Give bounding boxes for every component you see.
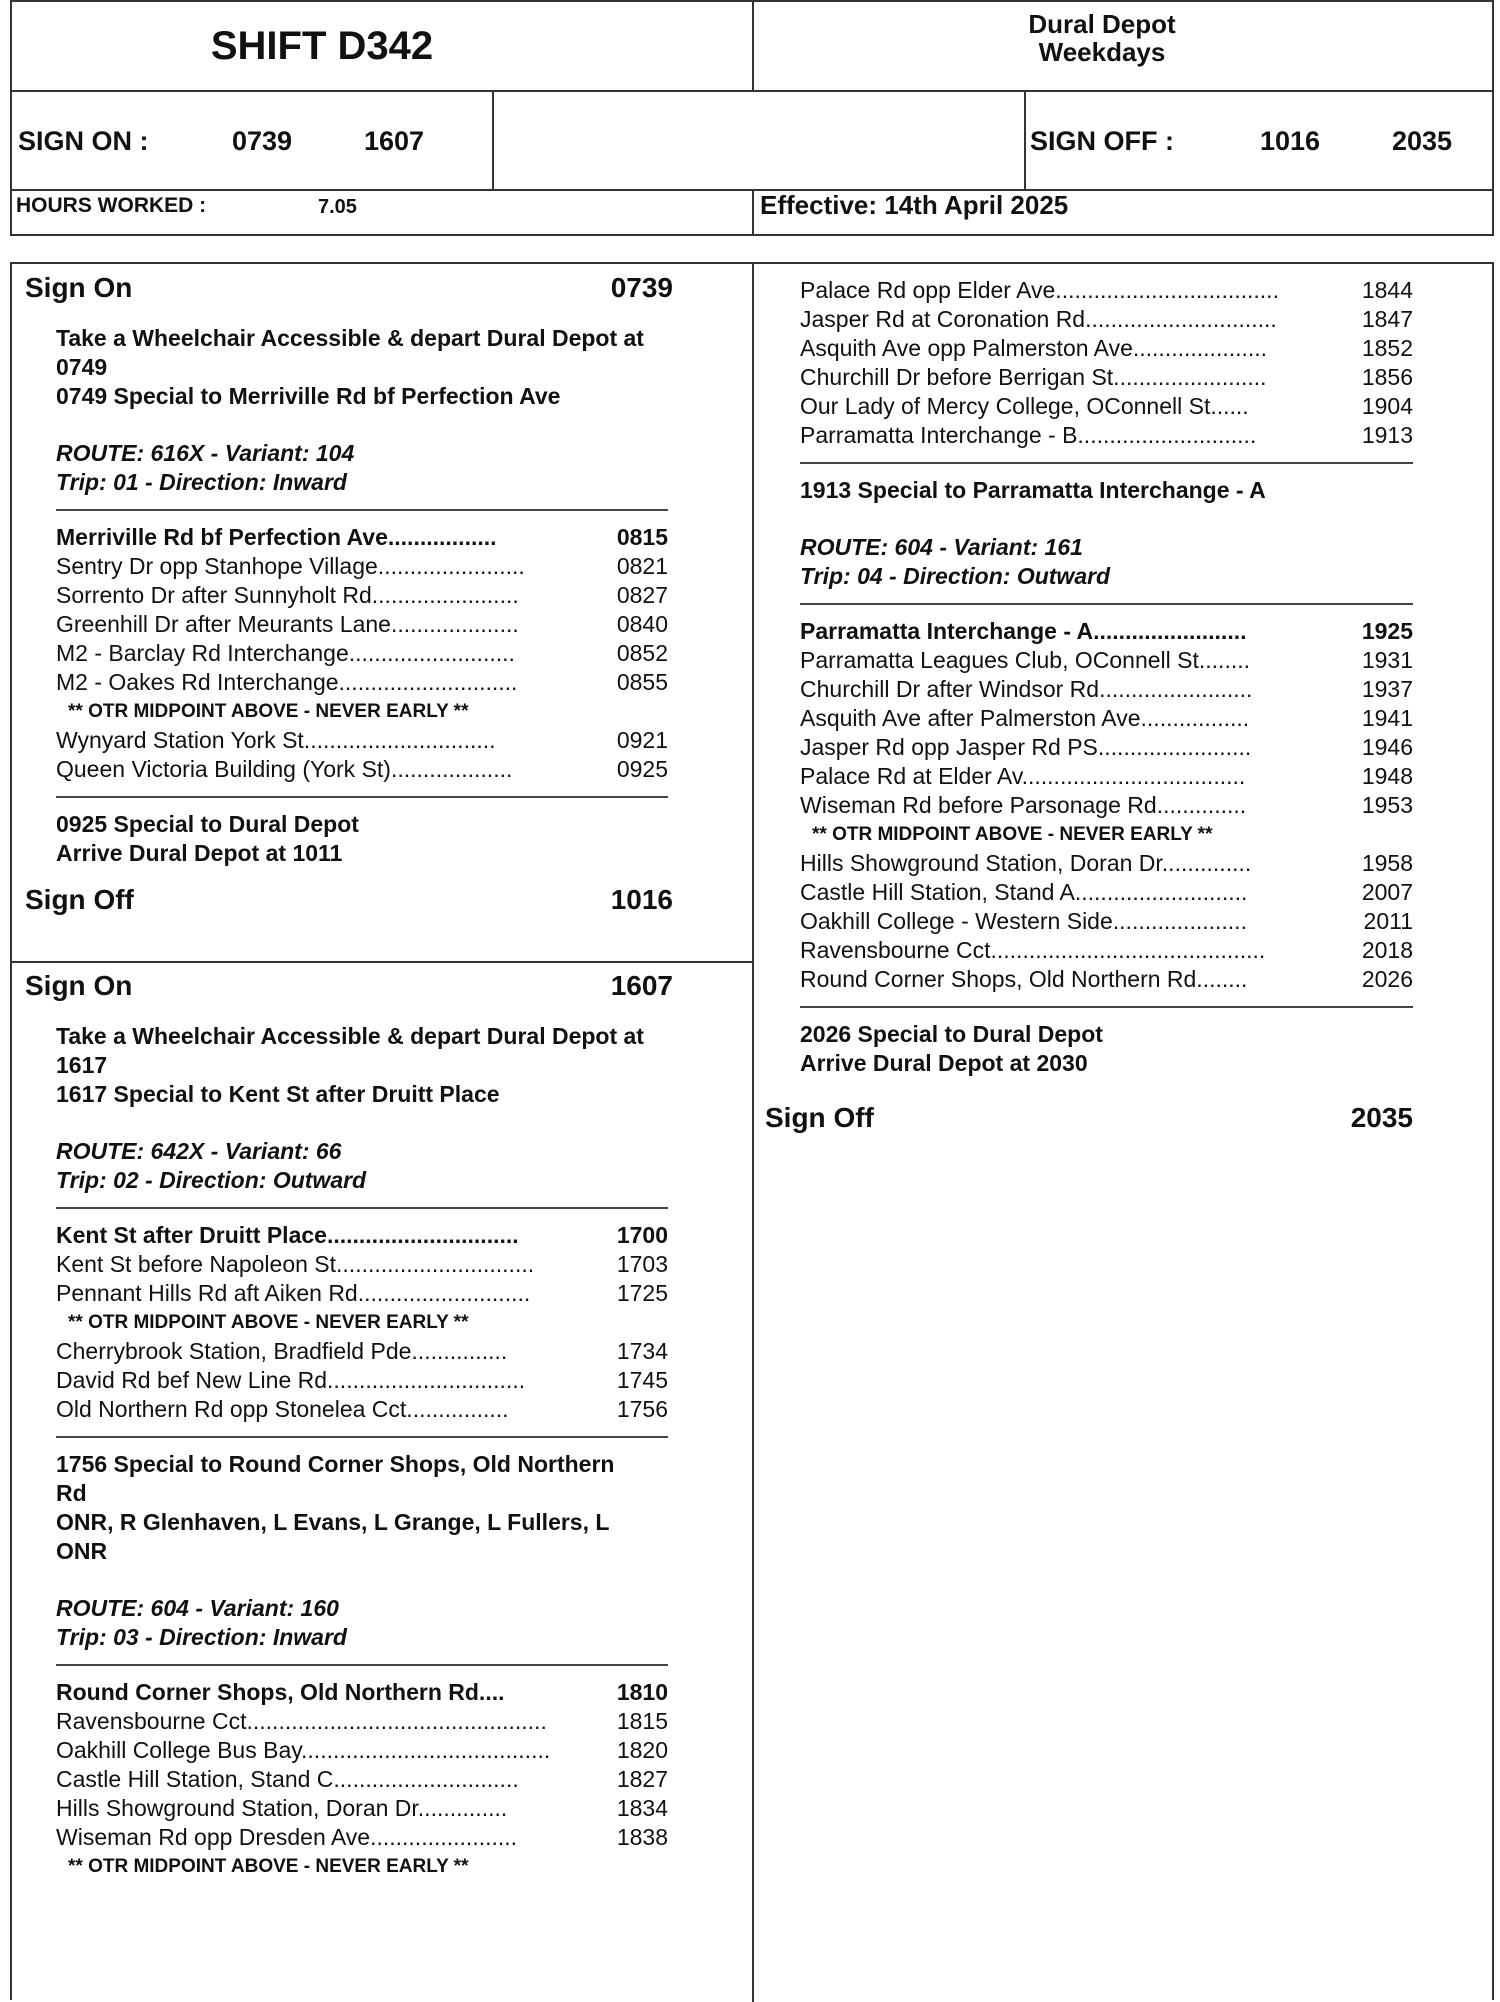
sign-on-time-2: 1607 — [364, 126, 425, 156]
stop-row: Pennant Hills Rd aft Aiken Rd........................... 1725 — [56, 1280, 668, 1306]
sign-off-label: SIGN OFF : — [1030, 126, 1174, 156]
stop-row: Castle Hill Station, Stand C............................. 1827 — [56, 1766, 668, 1792]
sign-on-time-1: 0739 — [232, 126, 293, 156]
sign-on-label: SIGN ON : — [18, 126, 149, 156]
shift-header — [10, 0, 1494, 236]
stop-row: Castle Hill Station, Stand A........................... 2007 — [800, 879, 1413, 905]
stop-row: Asquith Ave after Palmerston Ave................. 1941 — [800, 705, 1413, 731]
stop-row: M2 - Barclay Rd Interchange.......................... 0852 — [56, 640, 668, 666]
midpoint-notice: ** OTR MIDPOINT ABOVE - NEVER EARLY ** — [68, 1312, 469, 1333]
sign-on-row: Sign On 1607 — [25, 968, 673, 1004]
stop-row: Round Corner Shops, Old Northern Rd........ 2026 — [800, 966, 1413, 992]
special-line: 1913 Special to Parramatta Interchange - A — [800, 477, 1266, 503]
stop-row: Cherrybrook Station, Bradfield Pde............... 1734 — [56, 1338, 668, 1364]
depot-name: Dural Depot — [1028, 9, 1176, 39]
stop-row: Hills Showground Station, Doran Dr.............. 1958 — [800, 850, 1413, 876]
sign-on-row: Sign On 0739 — [25, 270, 673, 306]
special-line: ONR — [56, 1538, 108, 1564]
divider — [56, 796, 668, 798]
sign-off-time: 2035 — [1350, 1102, 1413, 1133]
divider — [56, 1664, 668, 1666]
intro-line: 1617 — [56, 1052, 108, 1078]
divider — [56, 1436, 668, 1438]
stop-row: Our Lady of Mercy College, OConnell St...... 1904 — [800, 393, 1413, 419]
stop-row: Round Corner Shops, Old Northern Rd.... 1810 — [56, 1679, 668, 1705]
stop-row: Wynyard Station York St.............................. 0921 — [56, 727, 668, 753]
special-line: ONR, R Glenhaven, L Evans, L Grange, L Fullers, L — [56, 1509, 610, 1535]
sign-off-time-1: 1016 — [1260, 126, 1321, 156]
special-line: Rd — [56, 1480, 87, 1506]
route-line: ROUTE: 616X - Variant: 104 — [56, 440, 355, 466]
outro-line: Arrive Dural Depot at 1011 — [56, 840, 343, 866]
route-line: ROUTE: 604 - Variant: 161 — [800, 534, 1083, 560]
divider — [56, 509, 668, 511]
stop-row: Kent St after Druitt Place.............................. 1700 — [56, 1222, 668, 1248]
hours-worked-label: HOURS WORKED : — [16, 194, 207, 217]
effective-date: Effective: 14th April 2025 — [760, 190, 1069, 220]
stop-row: Parramatta Interchange - B............................ 1913 — [800, 422, 1413, 448]
hours-worked-value: 7.05 — [318, 196, 357, 218]
sign-off-row: Sign Off 1016 — [25, 882, 673, 918]
intro-line: Take a Wheelchair Accessible & depart Dural Depot at — [56, 1023, 644, 1049]
route-line: Trip: 03 - Direction: Inward — [56, 1624, 347, 1650]
stop-row: Asquith Ave opp Palmerston Ave..................... 1852 — [800, 335, 1413, 361]
stop-row: Wiseman Rd before Parsonage Rd.............. 1953 — [800, 792, 1413, 818]
route-line: Trip: 04 - Direction: Outward — [800, 563, 1111, 589]
stop-row: Churchill Dr after Windsor Rd........................ 1937 — [800, 676, 1413, 702]
intro-line: Take a Wheelchair Accessible & depart Dural Depot at — [56, 325, 644, 351]
sign-off-row: Sign Off 2035 — [765, 1100, 1413, 1136]
stop-row: Jasper Rd at Coronation Rd.............................. 1847 — [800, 306, 1413, 332]
stop-row: Hills Showground Station, Doran Dr.............. 1834 — [56, 1795, 668, 1821]
divider — [56, 1207, 668, 1209]
outro-line: 2026 Special to Dural Depot — [800, 1021, 1103, 1047]
outro-line: 0925 Special to Dural Depot — [56, 811, 359, 837]
divider — [800, 462, 1413, 464]
stop-row: Oakhill College Bus Bay....................................... 1820 — [56, 1737, 668, 1763]
stop-row: Merriville Rd bf Perfection Ave................. 0815 — [56, 524, 668, 550]
stop-row: Ravensbourne Cct............................................... 1815 — [56, 1708, 668, 1734]
divider — [800, 603, 1413, 605]
stop-row: David Rd bef New Line Rd............................... 1745 — [56, 1367, 668, 1393]
stop-row: Sorrento Dr after Sunnyholt Rd....................... 0827 — [56, 582, 668, 608]
route-line: ROUTE: 642X - Variant: 66 — [56, 1138, 342, 1164]
midpoint-notice: ** OTR MIDPOINT ABOVE - NEVER EARLY ** — [812, 824, 1213, 845]
stop-row: Greenhill Dr after Meurants Lane.................... 0840 — [56, 611, 668, 637]
stop-row: M2 - Oakes Rd Interchange............................ 0855 — [56, 669, 668, 695]
midpoint-notice: ** OTR MIDPOINT ABOVE - NEVER EARLY ** — [68, 701, 469, 722]
stop-row: Ravensbourne Cct........................................... 2018 — [800, 937, 1413, 963]
stop-row: Oakhill College - Western Side..................... 2011 — [800, 908, 1413, 934]
intro-line: 0749 — [56, 354, 108, 380]
stop-row: Churchill Dr before Berrigan St........................ 1856 — [800, 364, 1413, 390]
piece-1 — [25, 270, 673, 918]
midpoint-notice: ** OTR MIDPOINT ABOVE - NEVER EARLY ** — [68, 1856, 469, 1877]
stop-row: Parramatta Interchange - A........................ 1925 — [800, 618, 1413, 644]
stop-row: Old Northern Rd opp Stonelea Cct................ 1756 — [56, 1396, 668, 1422]
sign-on-time: 1607 — [610, 970, 673, 1001]
intro-line: 1617 Special to Kent St after Druitt Place — [56, 1081, 500, 1107]
stop-row: Sentry Dr opp Stanhope Village....................... 0821 — [56, 553, 668, 579]
outro-line: Arrive Dural Depot at 2030 — [800, 1050, 1088, 1076]
stop-row: Palace Rd opp Elder Ave................................... 1844 — [800, 277, 1413, 303]
stop-row: Palace Rd at Elder Av................................... 1948 — [800, 763, 1413, 789]
stop-row: Wiseman Rd opp Dresden Ave....................... 1838 — [56, 1824, 668, 1850]
route-line: ROUTE: 604 - Variant: 160 — [56, 1595, 339, 1621]
sign-off-time: 1016 — [610, 884, 673, 915]
divider — [800, 1006, 1413, 1008]
stop-row: Kent St before Napoleon St............................... 1703 — [56, 1251, 668, 1277]
route-line: Trip: 02 - Direction: Outward — [56, 1167, 367, 1193]
stop-row: Parramatta Leagues Club, OConnell St........ 1931 — [800, 647, 1413, 673]
shift-title: SHIFT D342 — [210, 24, 434, 68]
route-line: Trip: 01 - Direction: Inward — [56, 469, 347, 495]
stop-row: Jasper Rd opp Jasper Rd PS........................ 1946 — [800, 734, 1413, 760]
piece-3 — [765, 276, 1415, 1136]
stop-row: Queen Victoria Building (York St)................... 0925 — [56, 756, 668, 782]
sign-off-time-2: 2035 — [1392, 126, 1453, 156]
piece-2 — [25, 968, 673, 1881]
intro-line: 0749 Special to Merriville Rd bf Perfection Ave — [56, 383, 561, 409]
special-line: 1756 Special to Round Corner Shops, Old Northern — [56, 1451, 615, 1477]
service-days: Weekdays — [1038, 37, 1166, 67]
sign-on-time: 0739 — [610, 272, 673, 303]
